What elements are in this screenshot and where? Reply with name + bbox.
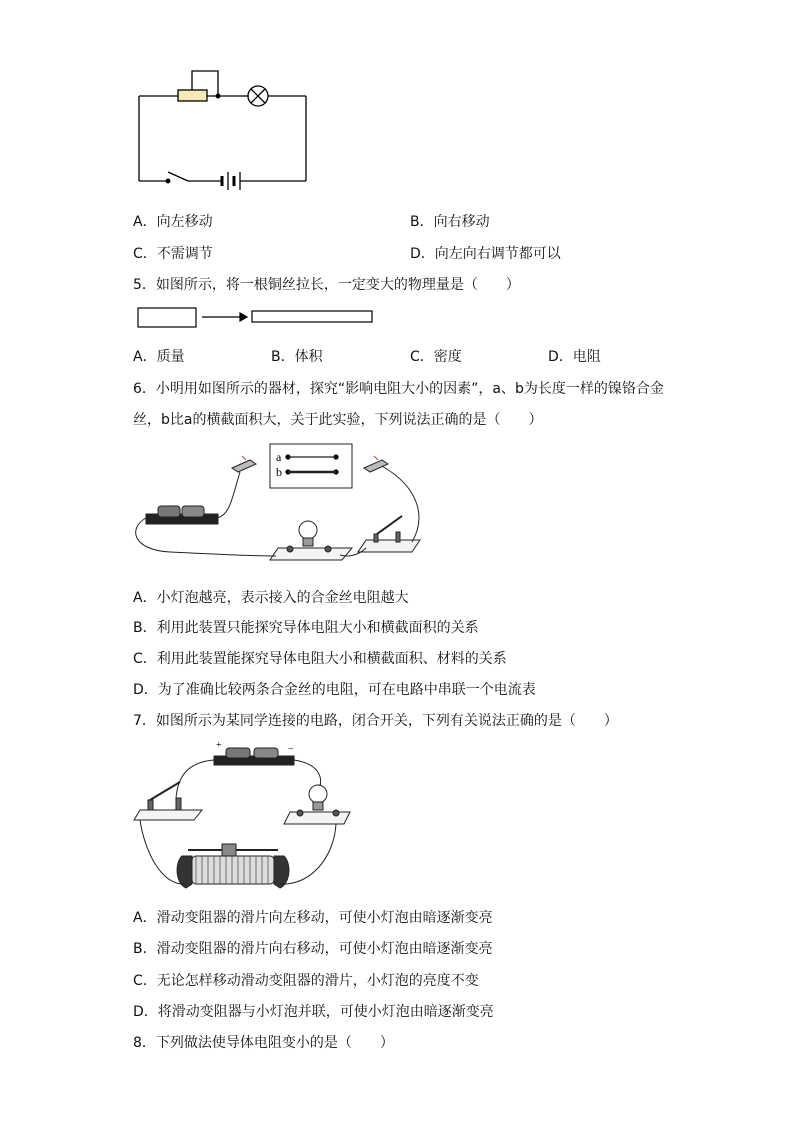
left-alligator-clip bbox=[232, 460, 256, 472]
knife-switch bbox=[358, 540, 420, 552]
minus-terminal-label: − bbox=[288, 744, 294, 755]
q7-option-c[interactable]: C．无论怎样移动滑动变阻器的滑片，小灯泡的亮度不变 bbox=[133, 973, 479, 989]
lamp-base bbox=[270, 548, 352, 560]
switch-symbol bbox=[168, 172, 188, 181]
q4-circuit-diagram bbox=[130, 60, 320, 195]
q5-option-b[interactable]: B．体积 bbox=[271, 349, 323, 365]
knife-switch bbox=[134, 810, 202, 820]
q4-option-b[interactable]: B．向右移动 bbox=[410, 214, 490, 230]
q5-wire-stretch-diagram bbox=[135, 305, 380, 331]
q5-option-a[interactable]: A．质量 bbox=[133, 349, 185, 365]
plus-terminal-label: + bbox=[216, 740, 222, 751]
q5-option-d[interactable]: D．电阻 bbox=[548, 349, 601, 365]
rheostat bbox=[178, 90, 207, 101]
q7-option-b[interactable]: B．滑动变阻器的滑片向右移动，可使小灯泡由暗逐渐变亮 bbox=[133, 941, 493, 957]
sliding-rheostat bbox=[177, 844, 289, 888]
q5-option-c[interactable]: C．密度 bbox=[410, 349, 462, 365]
light-bulb bbox=[309, 785, 327, 803]
q4-option-a[interactable]: A．向左移动 bbox=[133, 214, 213, 230]
alloy-wire-board bbox=[270, 444, 352, 488]
q5-stem: 5．如图所示，将一根铜丝拉长，一定变大的物理量是（ ） bbox=[133, 277, 520, 293]
q6-option-d[interactable]: D．为了准确比较两条合金丝的电阻，可在电路中串联一个电流表 bbox=[133, 682, 536, 698]
q6-option-b[interactable]: B．利用此装置只能探究导体电阻大小和横截面积的关系 bbox=[133, 620, 479, 636]
q4-option-c[interactable]: C．不需调节 bbox=[133, 246, 213, 262]
q6-option-c[interactable]: C．利用此装置能探究导体电阻大小和横截面积、材料的关系 bbox=[133, 651, 507, 667]
q4-option-d[interactable]: D．向左向右调节都可以 bbox=[410, 246, 561, 262]
q6-stem-line1: 6．小明用如图所示的器材，探究“影响电阻大小的因素”，a、b为长度一样的镍铬合金 bbox=[133, 381, 664, 397]
lamp-base bbox=[284, 812, 350, 824]
q7-option-a[interactable]: A．滑动变阻器的滑片向左移动，可使小灯泡由暗逐渐变亮 bbox=[133, 910, 493, 926]
q6-option-a[interactable]: A．小灯泡越亮，表示接入的合金丝电阻越大 bbox=[133, 590, 409, 606]
q6-stem-line2: 丝，b比a的横截面积大，关于此实验，下列说法正确的是（ ） bbox=[133, 412, 543, 428]
q7-circuit-figure bbox=[130, 738, 370, 900]
q8-stem: 8．下列做法使导体电阻变小的是（ ） bbox=[133, 1035, 394, 1051]
q7-option-d[interactable]: D．将滑动变阻器与小灯泡并联，可使小灯泡由暗逐渐变亮 bbox=[133, 1004, 494, 1020]
q6-experiment-figure bbox=[130, 438, 440, 573]
wire-a-label: a bbox=[276, 450, 282, 464]
right-alligator-clip bbox=[364, 460, 388, 472]
wire-b-label: b bbox=[276, 465, 282, 479]
q7-stem: 7．如图所示为某同学连接的电路，闭合开关，下列有关说法正确的是（ ） bbox=[133, 713, 618, 729]
light-bulb bbox=[299, 521, 317, 539]
battery-holder bbox=[214, 756, 294, 765]
